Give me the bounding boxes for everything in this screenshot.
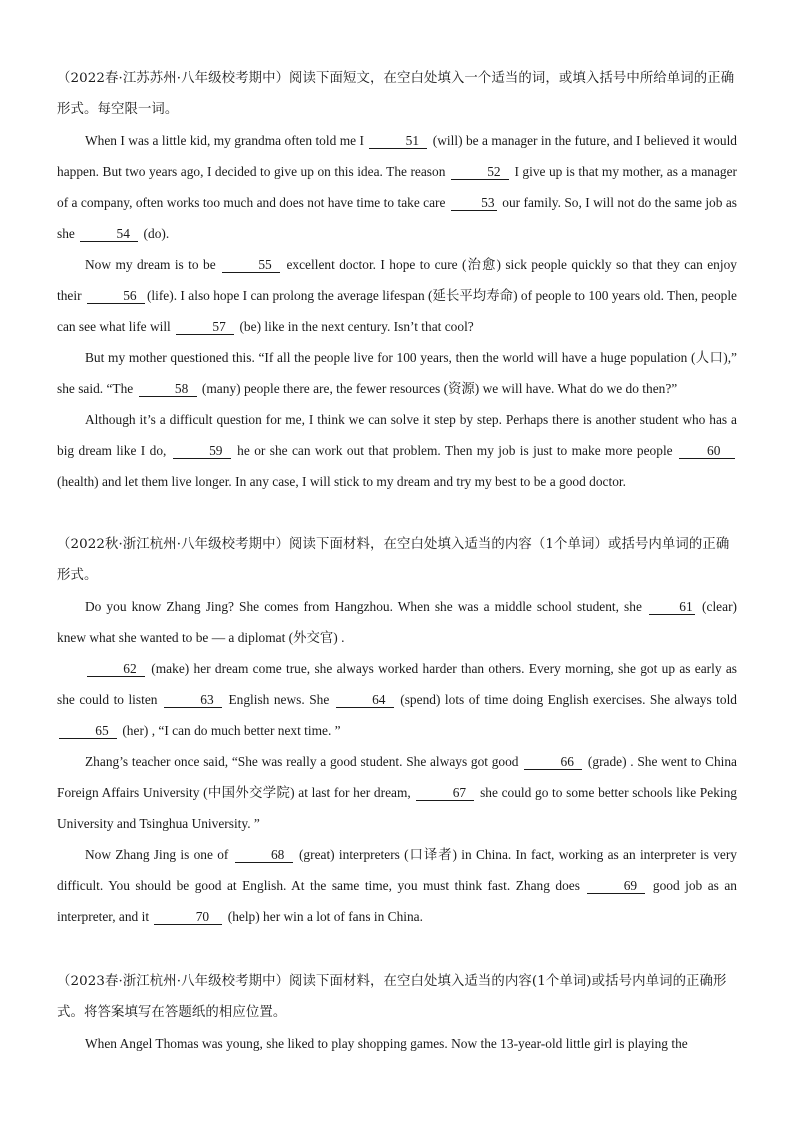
answer-blank-62[interactable]: 62 — [87, 661, 145, 677]
passage-text: (health) and let them live longer. In any case, I will stick to my dream and try my best to be a good doctor. — [57, 474, 626, 489]
answer-blank-52[interactable]: 52 — [451, 164, 509, 180]
passage-text: Now Zhang Jing is one of — [85, 847, 233, 862]
passage-text: I give up is that my mother, as a manager of a company, often works too much and does not have time to take care — [57, 164, 738, 210]
passage-text: When I was a little kid, my grandma often told me I — [85, 133, 368, 148]
passage-text: Zhang’s teacher once said, “She was really a good student. She always got good — [85, 754, 523, 769]
answer-blank-64[interactable]: 64 — [336, 692, 394, 708]
passage-text: (help) her win a lot of fans in China. — [224, 909, 423, 924]
passage-text: When Angel Thomas was young, she liked to play shopping games. Now the 13-year-old little girl is playing the — [85, 1036, 688, 1051]
section-instructions: （2022春·江苏苏州·八年级校考期中）阅读下面短文，在空白处填入一个适当的词，或填入括号中所给单词的正确形式。每空限一词。 — [57, 71, 735, 117]
passage-paragraph — [57, 342, 737, 404]
answer-blank-63[interactable]: 63 — [164, 692, 222, 708]
passage-text: (spend) lots of time doing English exercises. She always told — [395, 692, 738, 707]
passage-text: Although it’s a difficult question for me, I think we can solve it step by step. Perhaps there is another student who has a big dream like I do, — [57, 412, 737, 458]
answer-blank-56[interactable]: 56 — [87, 288, 145, 304]
section-instructions: （2023春·浙江杭州·八年级校考期中）阅读下面材料，在空白处填入适当的内容(1个单词)或括号内单词的正确形式。将答案填写在答题纸的相应位置。 — [57, 974, 727, 1020]
passage-text: Do you know Zhang Jing? She comes from Hangzhou. When she was a middle school student, she — [85, 599, 647, 614]
exercise-section-2 — [57, 529, 737, 932]
passage-text: good job as an interpreter, and it — [57, 878, 738, 924]
passage-text: (will) be a manager in the future, and I believed it would happen. But two years ago, I decided to give up on this idea. The reason — [57, 133, 738, 179]
passage-text: (grade) . She went to China Foreign Affairs University (中国外交学院) at last for her dream, — [57, 754, 737, 800]
passage-paragraph — [57, 746, 737, 839]
passage-paragraph — [57, 591, 737, 653]
passage-text: she could go to some better schools like Peking University and Tsinghua University. ” — [57, 785, 738, 831]
passage-text: English news. She — [223, 692, 334, 707]
section-instructions: （2022秋·浙江杭州·八年级校考期中）阅读下面材料，在空白处填入适当的内容（1个单词）或括号内单词的正确形式。 — [57, 537, 730, 583]
answer-blank-55[interactable]: 55 — [222, 257, 280, 273]
passage-text: (her) , “I can do much better next time. ” — [119, 723, 341, 738]
answer-blank-67[interactable]: 67 — [416, 785, 474, 801]
passage-text: (great) interpreters (口译者) in China. In fact, working as an interpreter is very difficult. You should be good at English. At the same time, you must think fast. Zhang does — [57, 847, 737, 893]
passage-text: (make) her dream come true, she always worked harder than others. Every morning, she got up as early as she could to listen — [57, 661, 737, 707]
passage-text: our family. So, I will not do the same job as she — [57, 195, 737, 241]
answer-blank-68[interactable]: 68 — [235, 847, 293, 863]
passage-text: excellent doctor. I hope to cure (治愈) sick people quickly so that they can enjoy their — [57, 257, 737, 303]
passage-paragraph — [57, 404, 737, 497]
answer-blank-60[interactable]: 60 — [679, 443, 735, 459]
answer-blank-59[interactable]: 59 — [173, 443, 231, 459]
passage-paragraph — [57, 653, 737, 746]
exercise-section-3 — [57, 966, 737, 1059]
passage-text: (be) like in the next century. Isn’t that cool? — [236, 319, 474, 334]
passage-text: (do). — [140, 226, 170, 241]
passage-paragraph — [57, 1028, 737, 1059]
passage-text: (clear) knew what she wanted to be — a diplomat (外交官) . — [57, 599, 737, 645]
passage-text: Now my dream is to be — [85, 257, 221, 272]
passage-text: he or she can work out that problem. Then my job is just to make more people — [232, 443, 677, 458]
passage-text: (life). I also hope I can prolong the average lifespan (延长平均寿命) of people to 100 years old. Then, people can see what life will — [57, 288, 737, 334]
passage-paragraph — [57, 839, 737, 932]
answer-blank-58[interactable]: 58 — [139, 381, 197, 397]
exercise-section-1 — [57, 63, 737, 497]
answer-blank-57[interactable]: 57 — [176, 319, 234, 335]
answer-blank-61[interactable]: 61 — [649, 599, 695, 615]
answer-blank-70[interactable]: 70 — [154, 909, 222, 925]
answer-blank-54[interactable]: 54 — [80, 226, 138, 242]
answer-blank-65[interactable]: 65 — [59, 723, 117, 739]
answer-blank-66[interactable]: 66 — [524, 754, 582, 770]
passage-paragraph — [57, 125, 737, 249]
passage-text: But my mother questioned this. “If all the people live for 100 years, then the world will have a huge population (人口),” she said. “The — [57, 350, 737, 396]
answer-blank-69[interactable]: 69 — [587, 878, 645, 894]
answer-blank-53[interactable]: 53 — [451, 195, 497, 211]
answer-blank-51[interactable]: 51 — [369, 133, 427, 149]
passage-paragraph — [57, 249, 737, 342]
passage-text: (many) people there are, the fewer resources (资源) we will have. What do we do then?” — [198, 381, 678, 396]
